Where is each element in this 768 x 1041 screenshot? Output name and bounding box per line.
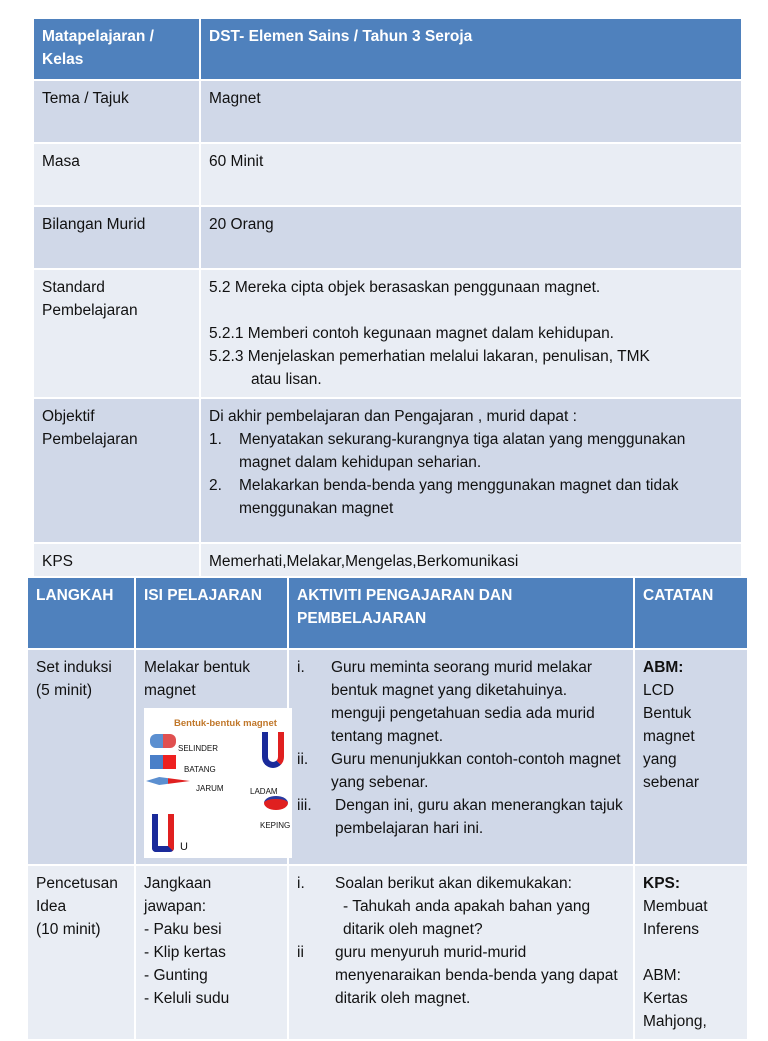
students-label: Bilangan Murid [33,206,200,269]
catatan-heading: KPS: [643,875,681,892]
step-langkah [27,865,135,1040]
item-text: Guru meminta seorang murid melakar bentuk magnet yang diketahuinya. menguji pengetahuan sedia ada murid tentang magnet. [331,659,595,745]
catatan-line: ABM: [643,967,681,984]
standard-line: 5.2 Mereka cipta objek berasaskan penggunaan magnet. [209,279,601,296]
catatan-line: magnet [643,728,695,745]
isi-line: jawapan: [144,898,207,915]
catatan-line: yang [643,751,677,768]
objective-value [200,398,742,543]
isi-line: - Paku besi [144,921,222,938]
standard-line: atau lisan. [251,371,322,388]
magnet-shapes-image [144,708,292,858]
activity-item [297,656,625,748]
students-value: 20 Orang [200,206,742,269]
catatan-line: Mahjong, [643,1013,707,1030]
image-label: BATANG [184,765,216,774]
isi-line: - Keluli sudu [144,990,230,1007]
kps-label: KPS [33,543,200,583]
activity-item [297,794,625,840]
catatan-line: Kertas [643,990,688,1007]
subject-label: Matapelajaran / Kelas [33,18,200,80]
item-number: i. [297,875,305,892]
step-isi [135,865,288,1040]
catatan-heading: ABM: [643,659,684,676]
image-label: U [180,841,188,853]
image-label: KEPING [260,821,291,830]
image-label: LADAM [250,787,278,796]
item-text: guru menyuruh murid-murid menyenaraikan benda-benda yang dapat ditarik oleh magnet. [335,944,618,1007]
subject-value: DST- Elemen Sains / Tahun 3 Seroja [200,18,742,80]
header-langkah: LANGKAH [27,577,135,649]
isi-line: - Gunting [144,967,208,984]
step-isi [135,649,291,865]
standard-value [200,269,742,398]
header-catatan: CATATAN [634,577,748,649]
cylinder-magnet-icon [150,734,176,748]
standard-label: Standard Pembelajaran [33,269,200,398]
objective-label: Objektif Pembelajaran [33,398,200,543]
header-isi: ISI PELAJARAN [135,577,288,649]
isi-text: Melakar bentuk magnet [144,659,250,699]
time-value: 60 Minit [200,143,742,206]
step-name: Idea [36,898,67,915]
item-text: Guru menunjukkan contoh-contoh magnet yang sebenar. [331,751,621,791]
item-number: 2. [209,477,222,494]
step-name: Pencetusan [36,875,118,892]
objective-item [209,428,733,474]
item-number: i. [297,659,305,676]
item-text: Soalan berikut akan dikemukakan: [335,875,572,892]
theme-label: Tema / Tajuk [33,80,200,143]
catatan-line: sebenar [643,774,700,791]
step-duration: (10 minit) [36,921,101,938]
item-number: 1. [209,431,222,448]
step-name: Set induksi [36,659,112,676]
standard-line: 5.2.3 Menjelaskan pemerhatian melalui lakaran, penulisan, TMK [209,348,650,365]
step-duration: (5 minit) [36,682,92,699]
step-aktiviti [288,649,634,865]
standard-line: 5.2.1 Memberi contoh kegunaan magnet dalam kehidupan. [209,325,614,342]
objective-item [209,474,733,520]
lesson-steps-table [26,576,749,1041]
disc-magnet-icon [264,796,288,810]
kps-value: Memerhati,Melakar,Mengelas,Berkomunikasi [200,543,742,583]
activity-item [297,872,625,895]
item-text: Dengan ini, guru akan menerangkan tajuk pembelajaran hari ini. [335,797,623,837]
lesson-info-table [32,17,743,584]
item-text: Melakarkan benda-benda yang menggunakan magnet dan tidak menggunakan magnet [239,477,679,517]
theme-value: Magnet [200,80,742,143]
header-aktiviti: AKTIVITI PENGAJARAN DAN PEMBELAJARAN [288,577,634,649]
horseshoe-magnet-icon [262,732,284,768]
step-catatan [634,649,748,865]
isi-line: Jangkaan [144,875,212,892]
item-number: ii [297,944,304,961]
catatan-line: Inferens [643,921,700,938]
bar-magnet-icon [150,755,176,769]
item-number: iii. [297,797,312,814]
activity-item [297,748,625,794]
item-number: ii. [297,751,309,768]
item-text: Menyatakan sekurang-kurangnya tiga alatan yang menggunakan magnet dalam kehidupan seharian. [239,431,686,471]
step-aktiviti [288,865,634,1040]
catatan-line: Membuat [643,898,708,915]
step-langkah [27,649,135,865]
time-label: Masa [33,143,200,206]
isi-line: - Klip kertas [144,944,226,961]
activity-item [297,941,625,1010]
u-magnet-icon [152,814,174,852]
catatan-line: LCD [643,682,675,699]
image-label: JARUM [196,784,224,793]
activity-subitem: - Tahukah anda apakah bahan yang ditarik oleh magnet? [343,898,591,938]
step-catatan [634,865,748,1040]
image-title: Bentuk-bentuk magnet [174,718,277,729]
catatan-line: Bentuk [643,705,692,722]
objective-intro: Di akhir pembelajaran dan Pengajaran , murid dapat : [209,408,577,425]
image-label: SELINDER [178,744,219,753]
